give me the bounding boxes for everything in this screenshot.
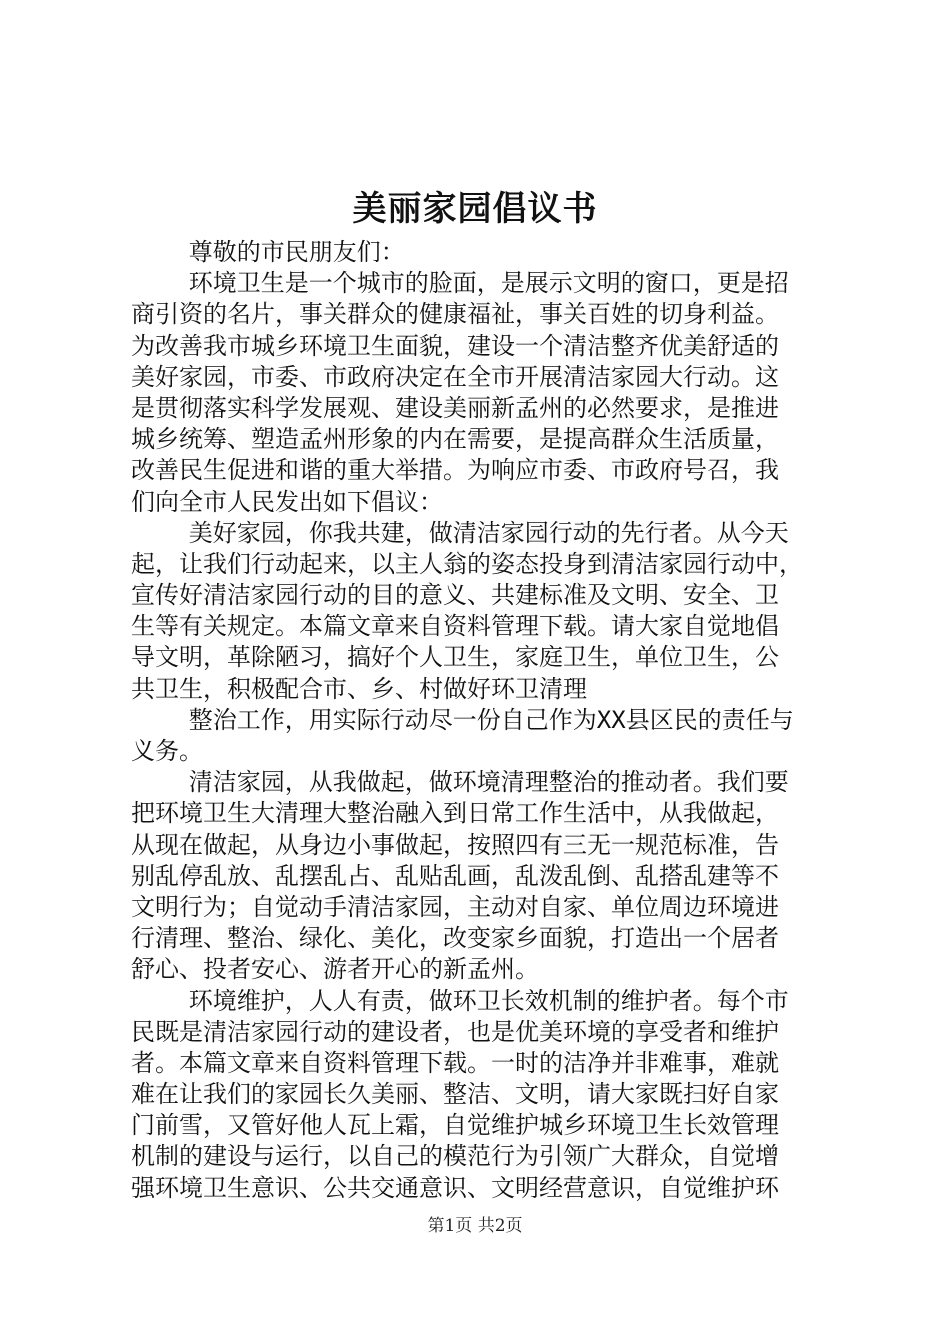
body-text-line: 把环境卫生大清理大整治融入到日常工作生活中，从我做起， — [131, 799, 779, 828]
body-text-line: 别乱停乱放、乱摆乱占、乱贴乱画，乱泼乱倒、乱搭乱建等不 — [131, 861, 779, 890]
body-text-line: 整治工作，用实际行动尽一份自己作为XX县区民的责任与 — [131, 705, 794, 734]
body-text-line: 改善民生促进和谐的重大举措。为响应市委、市政府号召，我 — [131, 456, 779, 485]
body-text-line: 机制的建设与运行，以自己的模范行为引领广大群众，自觉增 — [131, 1142, 779, 1171]
body-text-line: 导文明，革除陋习，搞好个人卫生，家庭卫生，单位卫生，公 — [131, 643, 779, 672]
body-text-line: 美好家园，你我共建，做清洁家园行动的先行者。从今天 — [131, 518, 789, 547]
body-text-line: 文明行为；自觉动手清洁家园，主动对自家、单位周边环境进 — [131, 892, 779, 921]
body-text-line: 起，让我们行动起来，以主人翁的姿态投身到清洁家园行动中， — [131, 549, 803, 578]
body-text-line: 环境维护，人人有责，做环卫长效机制的维护者。每个市 — [131, 986, 789, 1015]
page-number-footer: 第1页 共2页 — [427, 1216, 523, 1236]
body-text-line: 强环境卫生意识、公共交通意识、文明经营意识，自觉维护环 — [131, 1173, 779, 1202]
body-text-line: 们向全市人民发出如下倡议： — [131, 487, 443, 516]
body-text-line: 宣传好清洁家园行动的目的意义、共建标准及文明、安全、卫 — [131, 581, 779, 610]
body-text-line: 城乡统筹、塑造孟州形象的内在需要，是提高群众生活质量， — [131, 425, 779, 454]
body-text-line: 民既是清洁家园行动的建设者，也是优美环境的享受者和维护 — [131, 1017, 779, 1046]
body-text-line: 环境卫生是一个城市的脸面，是展示文明的窗口，更是招 — [131, 269, 789, 298]
body-text-line: 美好家园，市委、市政府决定在全市开展清洁家园大行动。这 — [131, 362, 779, 391]
body-text-line: 难在让我们的家园长久美丽、整洁、文明，请大家既扫好自家 — [131, 1080, 779, 1109]
body-text-line: 商引资的名片，事关群众的健康福祉，事关百姓的切身利益。 — [131, 300, 779, 329]
body-text-line: 是贯彻落实科学发展观、建设美丽新孟州的必然要求，是推进 — [131, 393, 779, 422]
body-text-line: 尊敬的市民朋友们： — [131, 238, 405, 266]
body-text-line: 义务。 — [131, 737, 203, 765]
body-text-line: 清洁家园，从我做起，做环境清理整治的推动者。我们要 — [131, 768, 789, 797]
body-text-line: 从现在做起，从身边小事做起，按照四有三无一规范标准，告 — [131, 830, 779, 859]
body-text-line: 门前雪，又管好他人瓦上霜，自觉维护城乡环境卫生长效管理 — [131, 1111, 779, 1140]
body-text-line: 生等有关规定。本篇文章来自资料管理下载。请大家自觉地倡 — [131, 612, 779, 641]
document-body — [131, 237, 831, 1204]
body-text-line: 共卫生，积极配合市、乡、村做好环卫清理 — [131, 674, 587, 703]
body-text-line: 为改善我市城乡环境卫生面貌，建设一个清洁整齐优美舒适的 — [131, 331, 779, 360]
body-text-line: 行清理、整治、绿化、美化，改变家乡面貌，打造出一个居者 — [131, 924, 779, 953]
document-title: 美丽家园倡议书 — [352, 189, 598, 229]
body-text-line: 者。本篇文章来自资料管理下载。一时的洁净并非难事，难就 — [131, 1048, 779, 1077]
body-text-line: 舒心、投者安心、游者开心的新孟州。 — [131, 955, 539, 984]
